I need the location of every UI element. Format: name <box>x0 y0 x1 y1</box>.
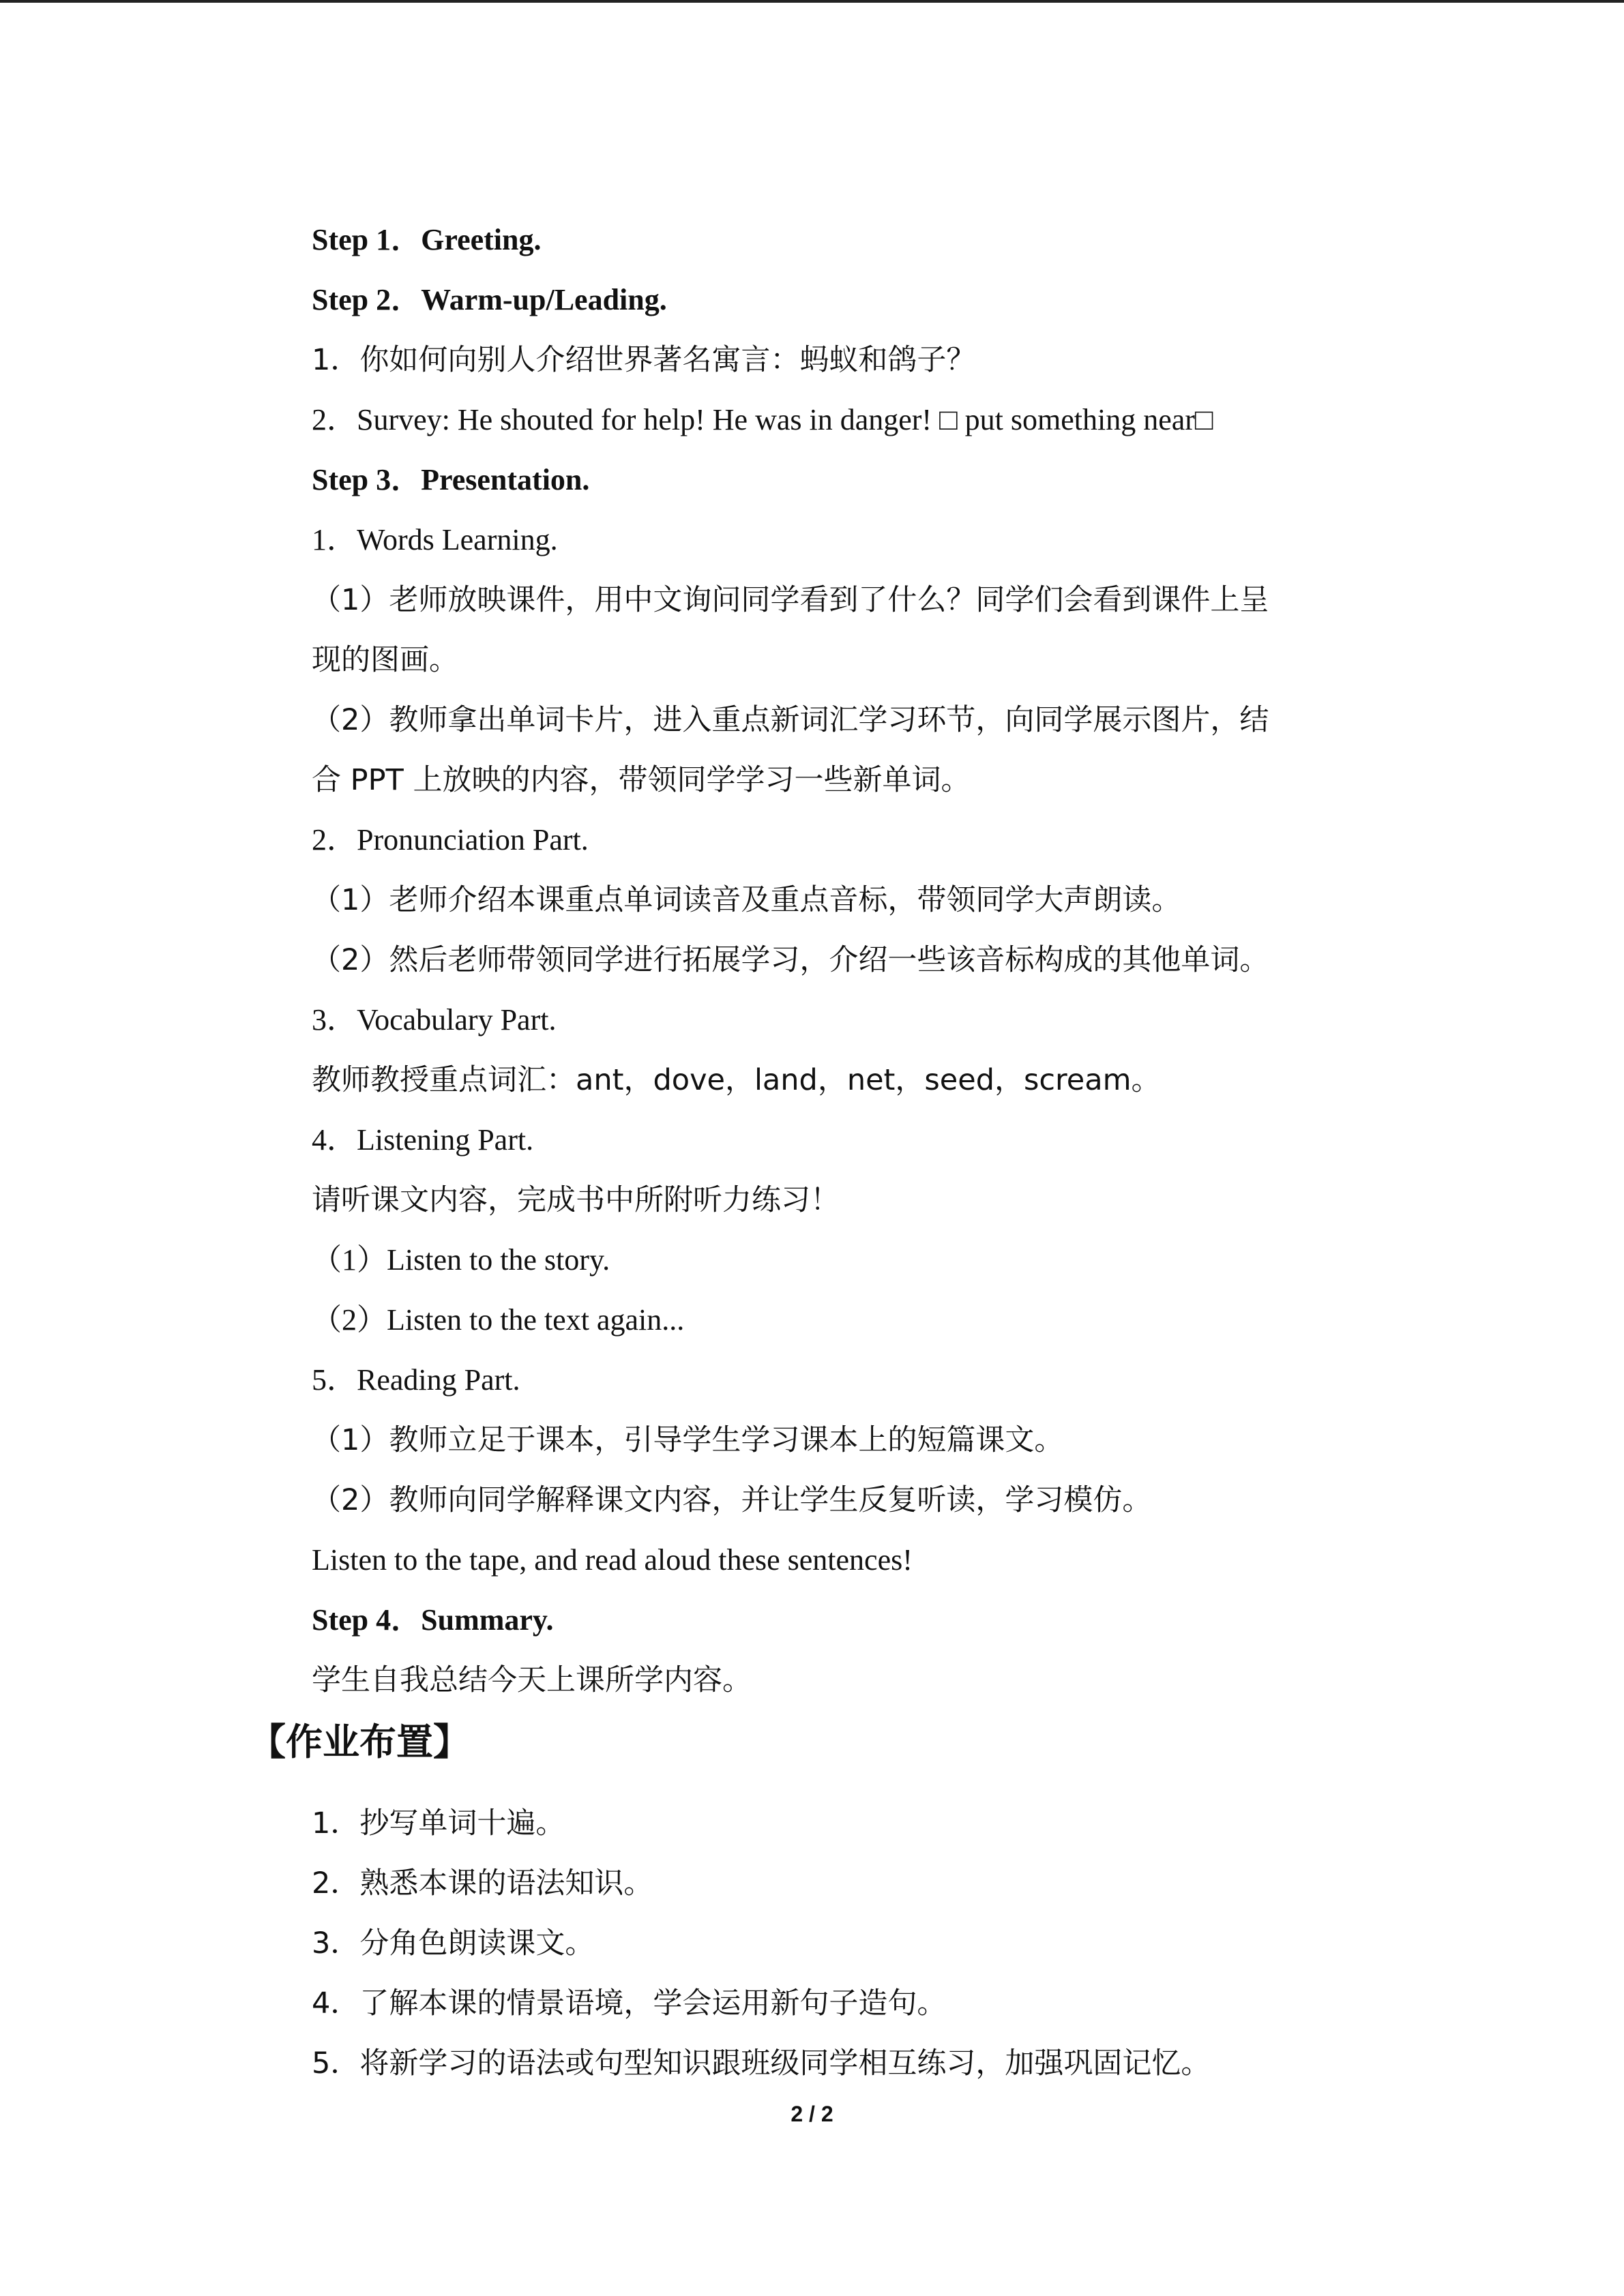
words-learning-item-2a: （2）教师拿出单词卡片，进入重点新词汇学习环节，向同学展示图片，结 <box>312 703 1269 737</box>
lesson-steps <box>312 210 1403 1710</box>
step-2-item-2: 2．Survey: He shouted for help! He was in danger! □ put something near□ <box>312 403 1213 436</box>
homework-item-5: 5．将新学习的语法或句型知识跟班级同学相互练习，加强巩固记忆。 <box>312 2046 1211 2081</box>
listening-item-2: （2）Listen to the text again... <box>312 1303 685 1337</box>
words-learning-title: 1．Words Learning. <box>312 523 558 556</box>
homework-heading: 【作业布置】 <box>249 1720 470 1763</box>
reading-item-1: （1）教师立足于课本，引导学生学习课本上的短篇课文。 <box>312 1423 1064 1457</box>
step-4-heading: Step 4．Summary. <box>312 1603 554 1637</box>
words-learning-item-1b: 现的图画。 <box>312 643 458 677</box>
top-border-line <box>0 0 1624 3</box>
reading-instruction: Listen to the tape, and read aloud these sentences! <box>312 1543 913 1577</box>
reading-title: 5．Reading Part. <box>312 1363 520 1397</box>
reading-item-2: （2）教师向同学解释课文内容，并让学生反复听读，学习模仿。 <box>312 1483 1152 1517</box>
summary-text: 学生自我总结今天上课所学内容。 <box>312 1663 752 1697</box>
step-3-heading: Step 3．Presentation. <box>312 463 590 496</box>
listening-instruction: 请听课文内容，完成书中所附听力练习！ <box>312 1183 840 1217</box>
pronunciation-title: 2．Pronunciation Part. <box>312 823 589 856</box>
vocabulary-title: 3．Vocabulary Part. <box>312 1003 557 1037</box>
homework-item-1: 1．抄写单词十遍。 <box>312 1806 565 1840</box>
words-learning-item-2b: 合 PPT 上放映的内容，带领同学学习一些新单词。 <box>312 763 971 797</box>
page-number: 2 / 2 <box>791 2102 833 2126</box>
homework-list <box>312 1793 1403 2093</box>
step-2-heading: Step 2．Warm-up/Leading. <box>312 283 667 316</box>
pronunciation-item-1: （1）老师介绍本课重点单词读音及重点音标，带领同学大声朗读。 <box>312 883 1181 917</box>
homework-item-2: 2．熟悉本课的语法知识。 <box>312 1866 653 1900</box>
homework-item-4: 4．了解本课的情景语境，学会运用新句子造句。 <box>312 1986 947 2021</box>
step-1-heading: Step 1．Greeting. <box>312 223 542 256</box>
words-learning-item-1a: （1）老师放映课件，用中文询问同学看到了什么？同学们会看到课件上呈 <box>312 583 1269 617</box>
listening-item-1: （1）Listen to the story. <box>312 1243 610 1277</box>
step-2-item-1: 1．你如何向别人介绍世界著名寓言：蚂蚁和鸽子？ <box>312 343 976 377</box>
listening-title: 4．Listening Part. <box>312 1123 534 1157</box>
pronunciation-item-2: （2）然后老师带领同学进行拓展学习，介绍一些该音标构成的其他单词。 <box>312 943 1269 977</box>
homework-item-3: 3．分角色朗读课文。 <box>312 1926 595 1960</box>
vocabulary-words: 教师教授重点词汇：ant，dove，land，net，seed，scream。 <box>312 1063 1161 1097</box>
